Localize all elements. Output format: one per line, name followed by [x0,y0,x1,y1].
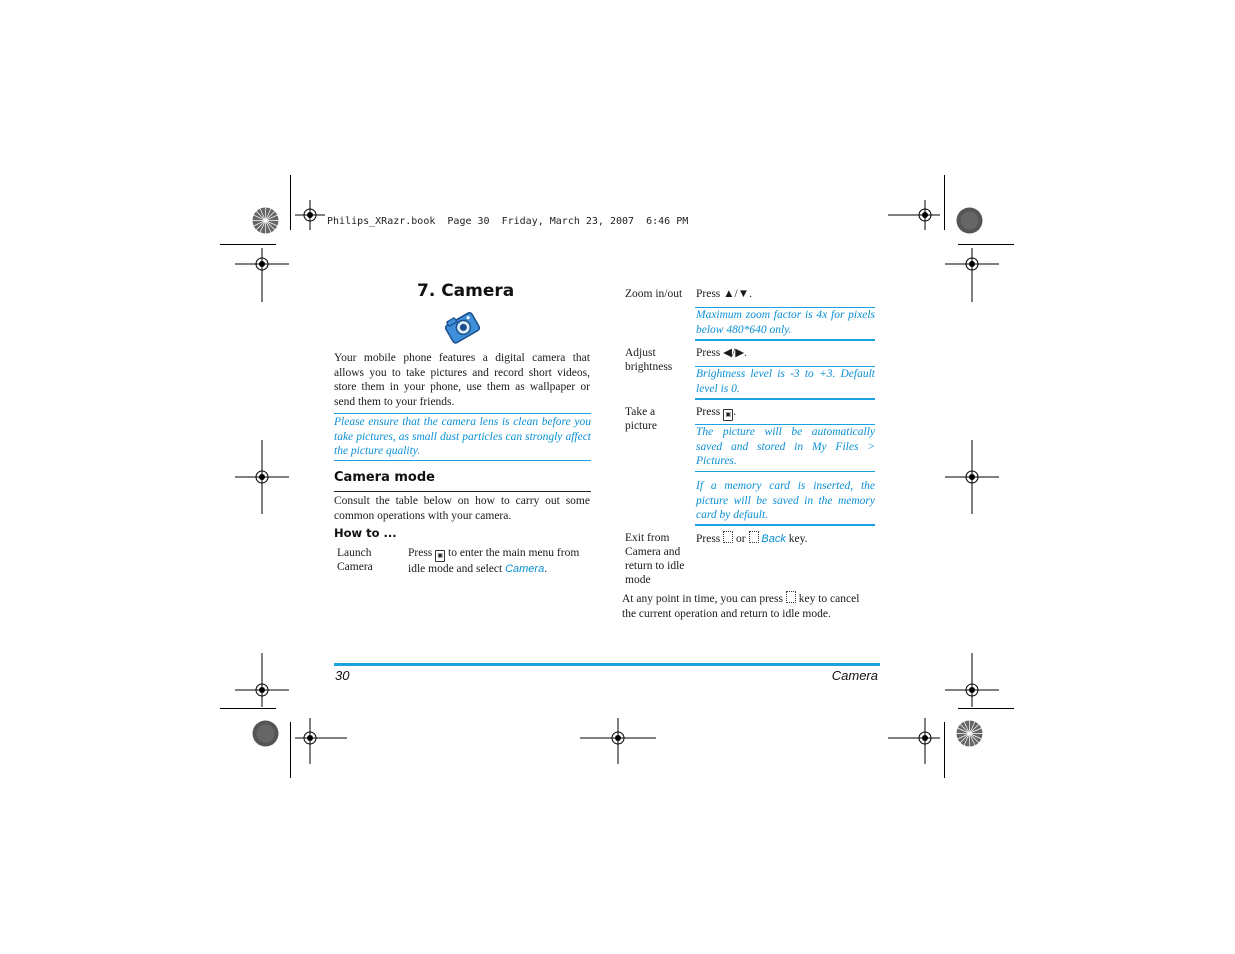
star-target-icon [252,720,279,747]
zoom-note: Maximum zoom factor is 4x for pixels below 480*640 only. [696,309,875,336]
camera-icon [443,309,481,345]
section-rule [334,491,591,492]
crop-mark [290,175,291,230]
crop-mark [958,244,1014,245]
page-number: 30 [335,668,350,683]
menu-key-icon: ▣ [435,550,445,562]
registration-mark-icon [945,653,999,707]
closing-paragraph: At any point in time, you can press key to cancel the current operation and return to idle mode. [622,593,860,620]
star-target-icon [956,720,983,747]
camera-menu-link: Camera [505,563,545,575]
registration-mark-icon [580,718,656,764]
registration-mark-icon [888,718,940,764]
softkey-icon [749,531,759,543]
brightness-note: Brightness level is -3 to +3. Default level is 0. [696,368,875,395]
press-text: Press [408,547,433,559]
registration-mark-icon [235,440,289,514]
row-action-exit: Press or Back key. [696,533,808,545]
note-rule [695,398,875,400]
note-rule [695,471,875,472]
star-target-icon [956,207,983,234]
chapter-title: 7. Camera [417,281,515,301]
back-key-link: Back [761,533,786,545]
row-label-exit: Exit from Camera and return to idle mode [625,532,685,586]
row-action-brightness: Press ◀/▶. [696,347,747,359]
intro-note: Please ensure that the camera lens is clean before you take pictures, as small dust particles can strongly affect the picture quality. [334,416,591,457]
registration-mark-icon [945,248,999,302]
registration-mark-icon [295,200,325,260]
launch-text: to enter the main menu from idle mode and select [408,547,580,575]
row-label-picture: Take a picture [625,406,657,432]
picture-note-memory-card: If a memory card is inserted, the picture will be saved in the memory card by default. [696,480,875,521]
howto-heading: How to ... [334,526,397,540]
row-action-launch: Press ▣ to enter the main menu from idle mode and select Camera. [408,547,580,575]
footer-rule [334,663,880,666]
registration-mark-icon [295,718,347,764]
row-action-zoom: Press ▲/▼. [696,288,752,300]
note-rule [334,413,591,414]
row-action-picture: Press ▣ . [696,405,876,421]
crop-mark [944,175,945,230]
crop-mark [290,722,291,778]
crop-mark [220,244,276,245]
registration-mark-icon [235,653,289,707]
crop-mark [944,722,945,778]
section-title: Camera mode [334,470,435,485]
print-header: Philips_XRazr.book Page 30 Friday, March 23, 2007 6:46 PM [327,216,689,227]
registration-mark-icon [945,440,999,514]
hangup-key-icon [786,591,796,603]
section-paragraph: Consult the table below on how to carry out some common operations with your camera. [334,495,590,522]
row-label-launch: Launch Camera [337,547,373,573]
crop-mark [958,708,1014,709]
row-label-zoom: Zoom in/out [625,288,683,300]
registration-mark-icon [888,200,918,230]
row-label-brightness: Adjust brightness [625,347,673,373]
crop-mark [220,708,276,709]
note-rule [334,460,591,461]
ok-key-icon: ▣ [723,409,733,421]
footer-chapter: Camera [831,668,878,683]
registration-mark-icon [235,248,289,302]
note-rule [695,339,875,341]
note-rule [695,524,875,526]
intro-paragraph: Your mobile phone features a digital camera that allows you to take pictures and record short videos, store them in your phone, use them as wallpaper or send them to your friends. [334,352,590,408]
star-target-icon [252,207,279,234]
picture-note-saved: The picture will be automatically saved and stored in My Files > Pictures. [696,426,875,467]
hangup-key-icon [723,531,733,543]
